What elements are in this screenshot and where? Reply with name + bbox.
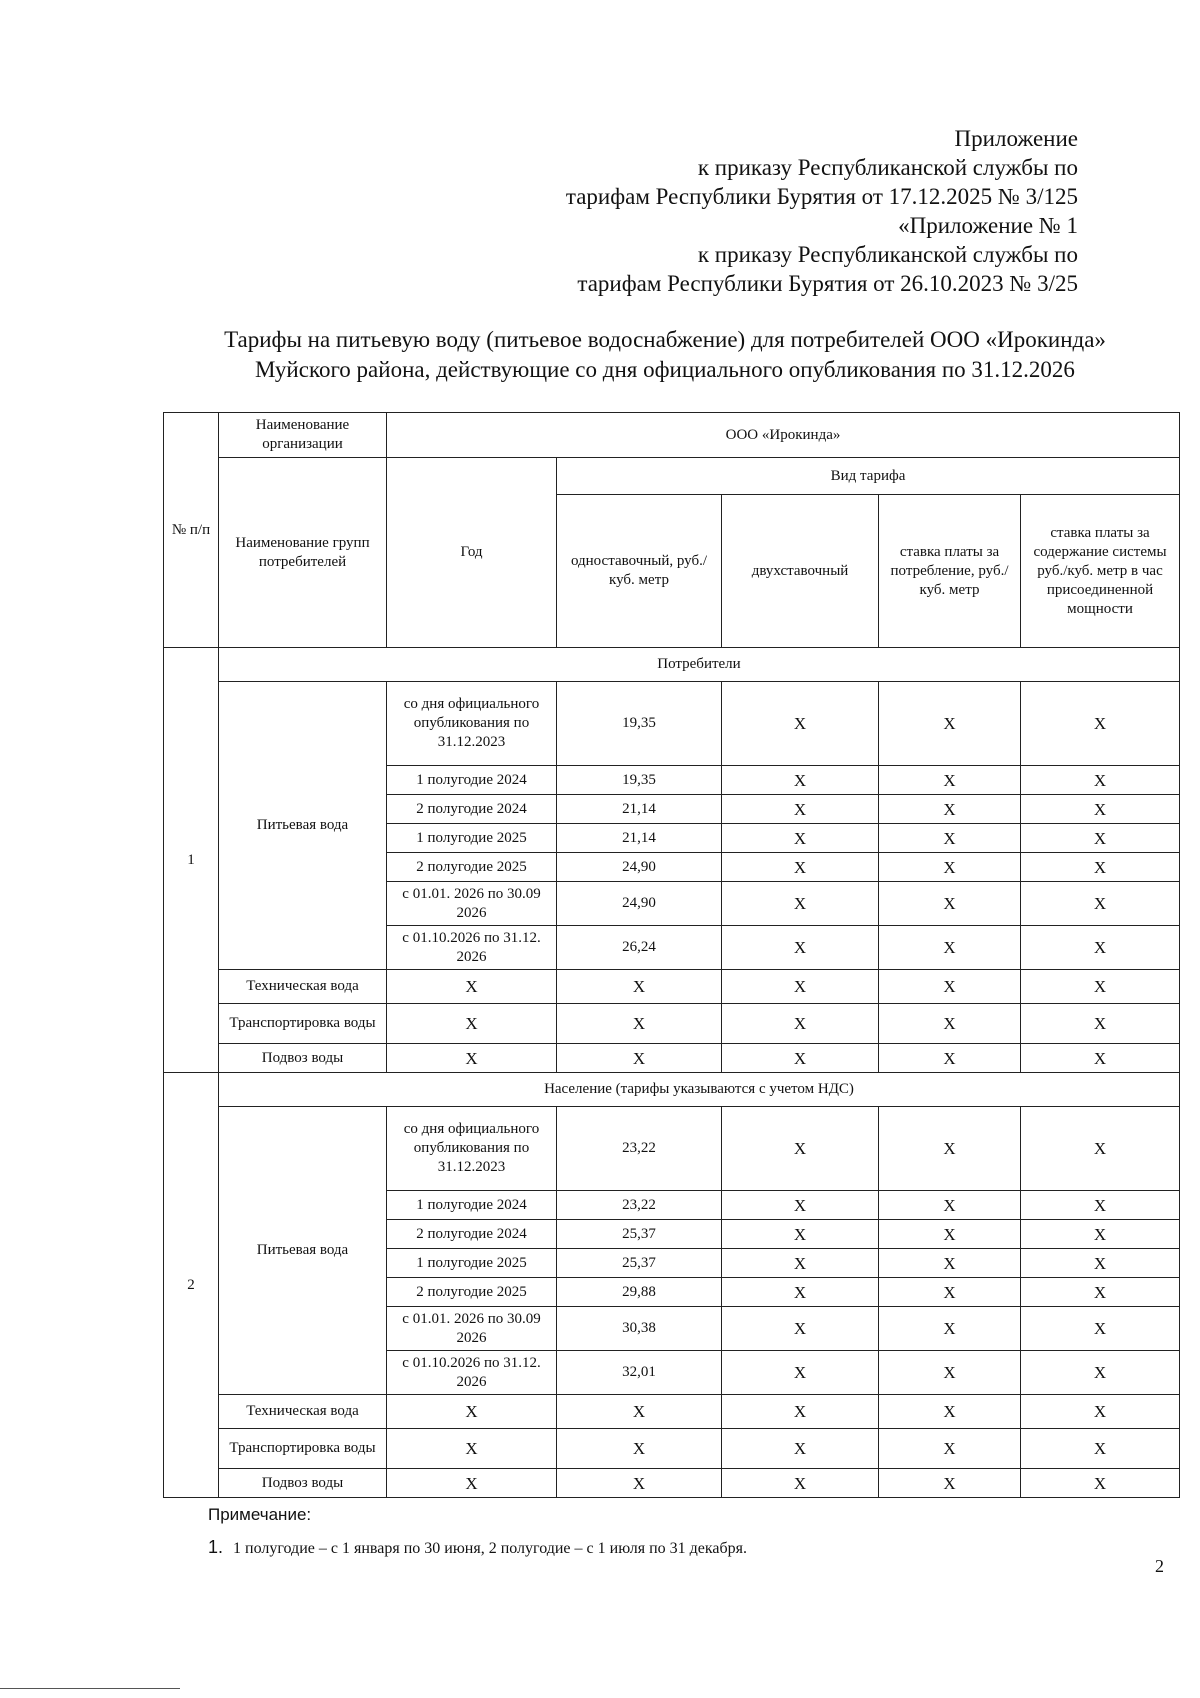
period-cell: 2 полугодие 2024 — [387, 1220, 557, 1249]
single-rate-cell: 21,14 — [557, 824, 722, 853]
maintenance-rate-cell: X — [1021, 1107, 1180, 1191]
consumption-rate-cell: X — [879, 1220, 1021, 1249]
year-cell: X — [387, 1429, 557, 1469]
two-rate-cell: X — [722, 1220, 879, 1249]
single-rate-cell: X — [557, 1004, 722, 1044]
section-title: Потребители — [219, 648, 1180, 682]
single-rate-cell: 25,37 — [557, 1249, 722, 1278]
header-tariff-type: Вид тарифа — [557, 458, 1180, 495]
section-title-row — [164, 648, 1180, 682]
note-item-text: 1 полугодие – с 1 января по 30 июня, 2 полугодие – с 1 июля по 31 декабря. — [233, 1540, 748, 1557]
table-row — [164, 1469, 1180, 1498]
period-cell: с 01.10.2026 по 31.12. 2026 — [387, 926, 557, 970]
header-line: тарифам Республики Бурятия от 26.10.2023 № 3/25 — [577, 271, 1078, 296]
maintenance-rate-cell: X — [1021, 1307, 1180, 1351]
two-rate-cell: X — [722, 1107, 879, 1191]
maintenance-rate-cell: X — [1021, 1004, 1180, 1044]
single-rate-cell: 24,90 — [557, 853, 722, 882]
consumption-rate-cell: X — [879, 1351, 1021, 1395]
single-rate-cell: 26,24 — [557, 926, 722, 970]
group-label-cell: Подвоз воды — [219, 1469, 387, 1498]
two-rate-cell: X — [722, 1278, 879, 1307]
maintenance-rate-cell: X — [1021, 1249, 1180, 1278]
single-rate-cell: 32,01 — [557, 1351, 722, 1395]
maintenance-rate-cell: X — [1021, 970, 1180, 1004]
year-cell: X — [387, 970, 557, 1004]
consumption-rate-cell: X — [879, 1191, 1021, 1220]
period-cell: с 01.01. 2026 по 30.09 2026 — [387, 1307, 557, 1351]
single-rate-cell: 23,22 — [557, 1107, 722, 1191]
two-rate-cell: X — [722, 1395, 879, 1429]
maintenance-rate-cell: X — [1021, 1429, 1180, 1469]
header-group-label: Наименование групп потребителей — [219, 458, 387, 648]
header-org-label: Наименование организации — [219, 413, 387, 458]
note-item-number: 1. — [208, 1537, 224, 1557]
two-rate-cell: X — [722, 970, 879, 1004]
two-rate-cell: X — [722, 824, 879, 853]
section-title: Население (тарифы указываются с учетом НДС) — [219, 1073, 1180, 1107]
consumption-rate-cell: X — [879, 1469, 1021, 1498]
single-rate-cell: 19,35 — [557, 766, 722, 795]
year-cell: X — [387, 1469, 557, 1498]
header-single-rate: одноставочный, руб./ куб. метр — [557, 495, 722, 648]
header-row-tariff-type — [164, 458, 1180, 495]
header-line: к приказу Республиканской службы по — [697, 242, 1078, 267]
single-rate-cell: 23,22 — [557, 1191, 722, 1220]
header-maintenance-rate: ставка платы за содержание системы руб./куб. метр в час присоединенной мощности — [1021, 495, 1180, 648]
consumption-rate-cell: X — [879, 1395, 1021, 1429]
consumption-rate-cell: X — [879, 1278, 1021, 1307]
maintenance-rate-cell: X — [1021, 853, 1180, 882]
period-cell: 2 полугодие 2024 — [387, 795, 557, 824]
single-rate-cell: 19,35 — [557, 682, 722, 766]
period-cell: 2 полугодие 2025 — [387, 853, 557, 882]
period-cell: 2 полугодие 2025 — [387, 1278, 557, 1307]
consumption-rate-cell: X — [879, 682, 1021, 766]
period-cell: со дня официального опубликования по 31.12.2023 — [387, 1107, 557, 1191]
consumption-rate-cell: X — [879, 1107, 1021, 1191]
consumption-rate-cell: X — [879, 1429, 1021, 1469]
consumption-rate-cell: X — [879, 1044, 1021, 1073]
table-row — [164, 1429, 1180, 1469]
note-item — [208, 1537, 747, 1558]
period-cell: 1 полугодие 2025 — [387, 824, 557, 853]
consumption-rate-cell: X — [879, 926, 1021, 970]
table-row — [164, 970, 1180, 1004]
table-row — [164, 682, 1180, 766]
title-line-1: Тарифы на питьевую воду (питьевое водоснабжение) для потребителей ООО «Ирокинда» — [224, 327, 1106, 352]
section-number: 1 — [164, 648, 219, 1073]
title-line-2: Муйского района, действующие со дня официального опубликования по 31.12.2026 — [255, 357, 1075, 382]
footer-divider — [0, 1688, 180, 1689]
year-cell: X — [387, 1044, 557, 1073]
group-label-cell: Транспортировка воды — [219, 1004, 387, 1044]
single-rate-cell: 21,14 — [557, 795, 722, 824]
single-rate-cell: 25,37 — [557, 1220, 722, 1249]
group-drinking-water: Питьевая вода — [219, 682, 387, 970]
maintenance-rate-cell: X — [1021, 824, 1180, 853]
period-cell: со дня официального опубликования по 31.12.2023 — [387, 682, 557, 766]
note-label: Примечание: — [208, 1505, 312, 1524]
document-title — [150, 325, 1180, 385]
table-row — [164, 1107, 1180, 1191]
header-line: к приказу Республиканской службы по — [697, 155, 1078, 180]
two-rate-cell: X — [722, 1044, 879, 1073]
two-rate-cell: X — [722, 766, 879, 795]
period-cell: 1 полугодие 2024 — [387, 766, 557, 795]
two-rate-cell: X — [722, 795, 879, 824]
maintenance-rate-cell: X — [1021, 1191, 1180, 1220]
header-line: тарифам Республики Бурятия от 17.12.2025 № 3/125 — [565, 184, 1078, 209]
two-rate-cell: X — [722, 1307, 879, 1351]
consumption-rate-cell: X — [879, 1249, 1021, 1278]
section-title-row — [164, 1073, 1180, 1107]
tariff-table — [163, 412, 1180, 1498]
group-label-cell: Техническая вода — [219, 1395, 387, 1429]
consumption-rate-cell: X — [879, 853, 1021, 882]
maintenance-rate-cell: X — [1021, 1278, 1180, 1307]
consumption-rate-cell: X — [879, 1307, 1021, 1351]
single-rate-cell: X — [557, 1429, 722, 1469]
single-rate-cell: X — [557, 970, 722, 1004]
period-cell: с 01.10.2026 по 31.12. 2026 — [387, 1351, 557, 1395]
single-rate-cell: 24,90 — [557, 882, 722, 926]
maintenance-rate-cell: X — [1021, 926, 1180, 970]
consumption-rate-cell: X — [879, 795, 1021, 824]
two-rate-cell: X — [722, 1351, 879, 1395]
maintenance-rate-cell: X — [1021, 882, 1180, 926]
single-rate-cell: 30,38 — [557, 1307, 722, 1351]
consumption-rate-cell: X — [879, 1004, 1021, 1044]
table-row — [164, 1044, 1180, 1073]
two-rate-cell: X — [722, 682, 879, 766]
year-cell: X — [387, 1004, 557, 1044]
two-rate-cell: X — [722, 1469, 879, 1498]
maintenance-rate-cell: X — [1021, 682, 1180, 766]
maintenance-rate-cell: X — [1021, 1044, 1180, 1073]
consumption-rate-cell: X — [879, 970, 1021, 1004]
single-rate-cell: 29,88 — [557, 1278, 722, 1307]
two-rate-cell: X — [722, 1004, 879, 1044]
group-label-cell: Транспортировка воды — [219, 1429, 387, 1469]
consumption-rate-cell: X — [879, 766, 1021, 795]
header-org-value: ООО «Ирокинда» — [387, 413, 1180, 458]
consumption-rate-cell: X — [879, 882, 1021, 926]
header-line: Приложение — [954, 126, 1078, 151]
two-rate-cell: X — [722, 882, 879, 926]
table-row — [164, 1395, 1180, 1429]
two-rate-cell: X — [722, 1191, 879, 1220]
two-rate-cell: X — [722, 853, 879, 882]
single-rate-cell: X — [557, 1395, 722, 1429]
header-two-rate: двухставочный — [722, 495, 879, 648]
page-number: 2 — [1155, 1556, 1164, 1576]
two-rate-cell: X — [722, 1249, 879, 1278]
maintenance-rate-cell: X — [1021, 1220, 1180, 1249]
year-cell: X — [387, 1395, 557, 1429]
header-row-org — [164, 413, 1180, 458]
period-cell: 1 полугодие 2024 — [387, 1191, 557, 1220]
two-rate-cell: X — [722, 926, 879, 970]
maintenance-rate-cell: X — [1021, 795, 1180, 824]
maintenance-rate-cell: X — [1021, 1351, 1180, 1395]
header-year: Год — [387, 458, 557, 648]
section-number: 2 — [164, 1073, 219, 1498]
header-line: «Приложение № 1 — [898, 213, 1078, 238]
group-label-cell: Подвоз воды — [219, 1044, 387, 1073]
group-label-cell: Техническая вода — [219, 970, 387, 1004]
two-rate-cell: X — [722, 1429, 879, 1469]
table-row — [164, 1004, 1180, 1044]
appendix-header — [566, 124, 1078, 298]
consumption-rate-cell: X — [879, 824, 1021, 853]
maintenance-rate-cell: X — [1021, 1469, 1180, 1498]
header-num: № п/п — [164, 413, 219, 648]
single-rate-cell: X — [557, 1044, 722, 1073]
header-consumption-rate: ставка платы за потребление, руб./ куб. метр — [879, 495, 1021, 648]
group-drinking-water: Питьевая вода — [219, 1107, 387, 1395]
maintenance-rate-cell: X — [1021, 1395, 1180, 1429]
maintenance-rate-cell: X — [1021, 766, 1180, 795]
period-cell: 1 полугодие 2025 — [387, 1249, 557, 1278]
single-rate-cell: X — [557, 1469, 722, 1498]
period-cell: с 01.01. 2026 по 30.09 2026 — [387, 882, 557, 926]
